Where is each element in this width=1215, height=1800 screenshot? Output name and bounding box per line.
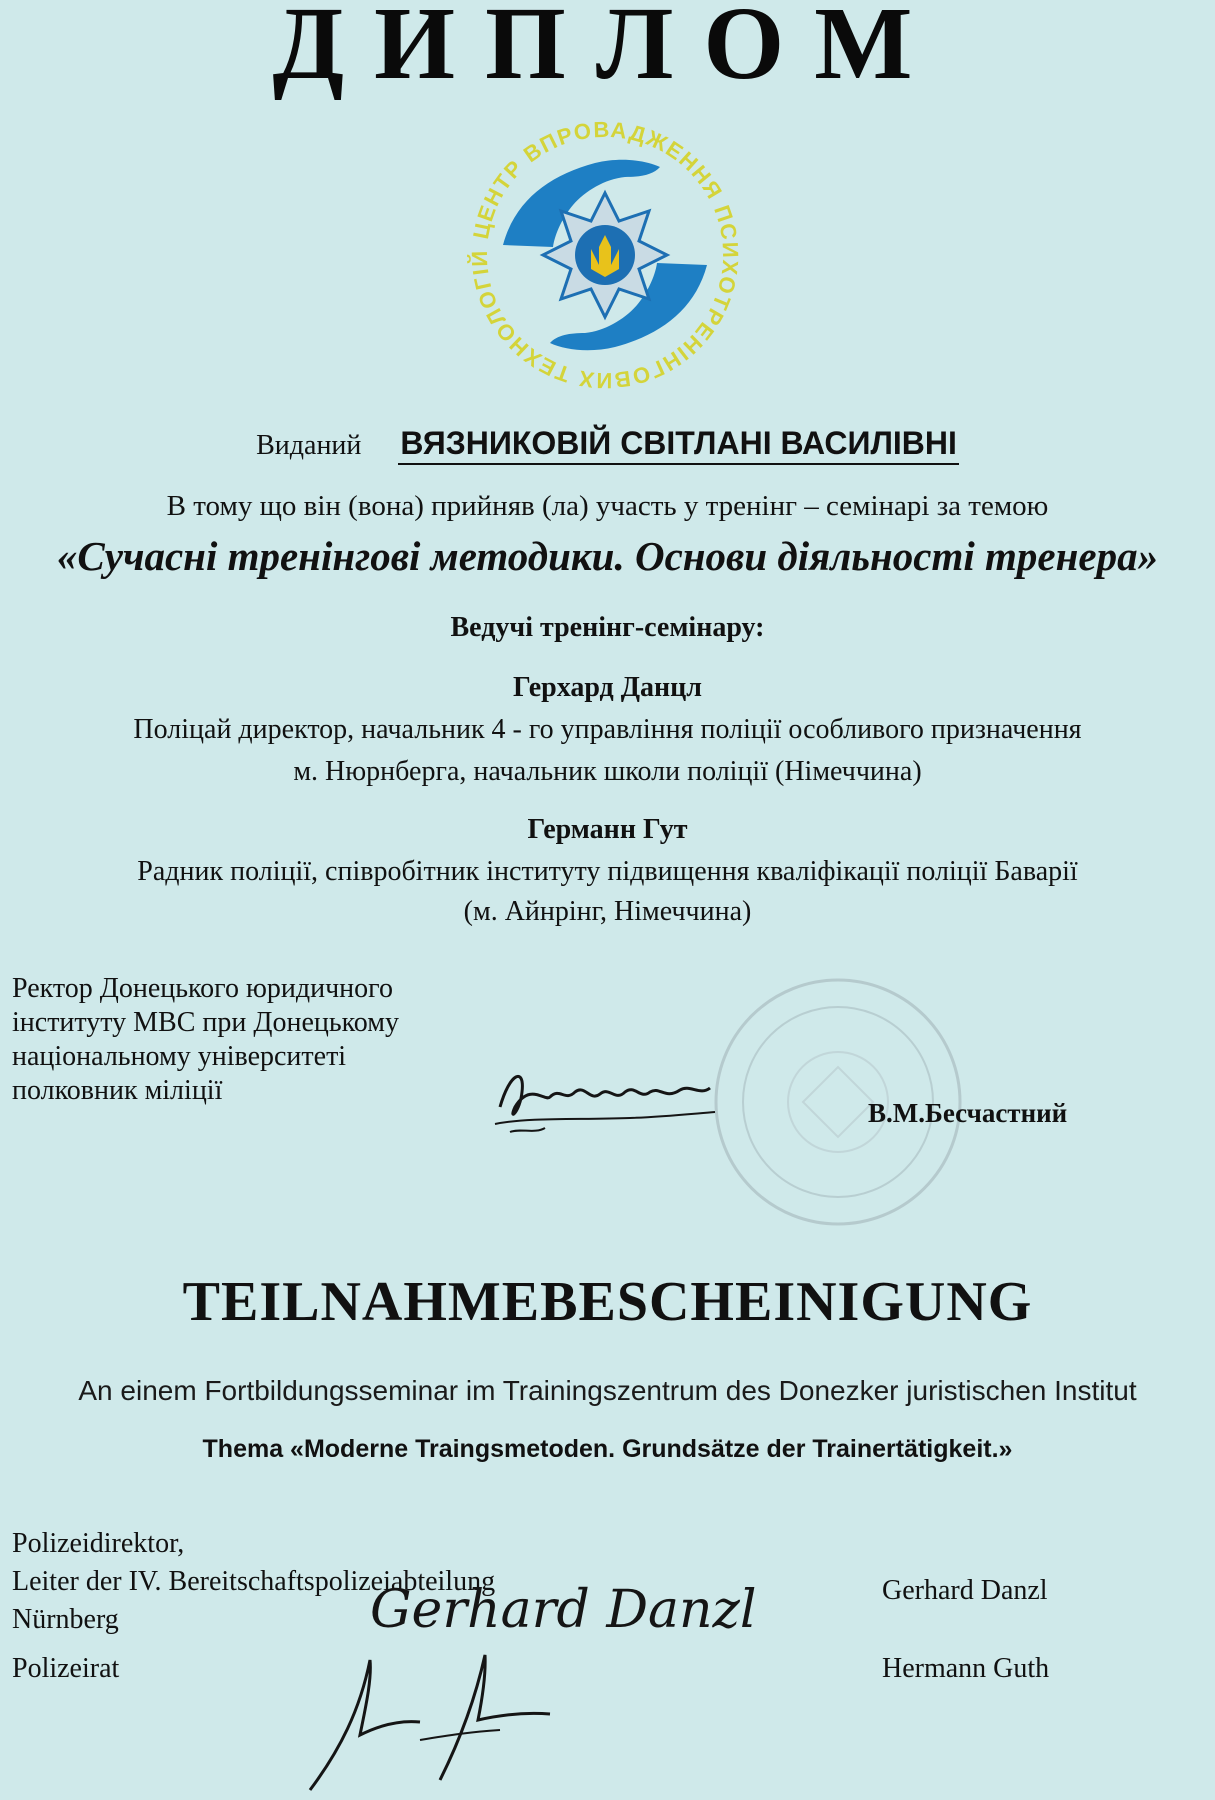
presenter-2-name: Германн Гут [527,814,688,845]
german-title: TEILNAHMEBESCHEINIGUNG [182,1271,1033,1333]
rector-line: Ректор Донецького юридичного [12,973,393,1004]
german-name-2: Hermann Guth [882,1653,1050,1684]
svg-text:Gerhard Danzl: Gerhard Danzl [370,1580,757,1640]
german-left-line: Nürnberg [12,1604,119,1635]
presenter-1-name: Герхард Данцл [513,672,702,703]
german-theme: Thema «Moderne Traingsmetoden. Grundsätze der Trainertätigkeit.» [202,1435,1013,1463]
guth-signature [300,1640,600,1800]
presenter-1-description: Поліцай директор, начальник 4 - го управління поліції особливого призначення [133,714,1082,745]
presenter-2-description-2: (м. Айнрінг, Німеччина) [463,896,752,927]
leaders-heading: Ведучі тренінг-семінару: [450,612,765,643]
logo-ring-text: ЦЕНТР ВПРОВАДЖЕННЯ ПСИХОТРЕНІНГОВИХ ТЕХНОЛОГІЙ [466,116,744,394]
recipient-name: ВЯЗНИКОВІЙ СВІТЛАНІ ВАСИЛІВНІ [398,425,958,465]
rector-line: інституту МВС при Донецькому [12,1007,399,1038]
rector-signature [490,1062,730,1142]
issued-label: Виданий [256,430,362,461]
rector-line: національному університеті [12,1041,347,1072]
german-left-line: Leiter der IV. Bereitschaftspolizeiabteilung [12,1566,496,1597]
presenter-2-description: Радник поліції, співробітник інституту підвищення кваліфікації поліції Баварії [137,856,1078,887]
rector-block [12,972,399,1108]
german-left-line: Polizeidirektor, [12,1528,185,1559]
rector-line: полковник міліції [12,1075,223,1106]
participation-line: В тому що він (вона) прийняв (ла) участь у тренінг – семінарі за темою [166,490,1049,522]
polizeirat-label: Polizeirat [12,1653,120,1684]
seminar-topic: «Сучасні тренінгові методики. Основи діяльності тренера» [56,533,1159,579]
diploma-title: ДИПЛОМ [272,0,943,101]
german-seminar-line: An einem Fortbildungsseminar im Trainingszentrum des Donezker juristischen Institut [78,1375,1137,1406]
presenter-1-description-2: м. Нюрнберга, начальник школи поліції (Німеччина) [293,756,922,787]
training-center-logo [455,105,755,405]
german-name-1: Gerhard Danzl [882,1575,1048,1606]
issued-line [0,425,1215,462]
rector-name: В.М.Бесчастний [868,1098,1068,1128]
police-star-icon [543,193,667,317]
